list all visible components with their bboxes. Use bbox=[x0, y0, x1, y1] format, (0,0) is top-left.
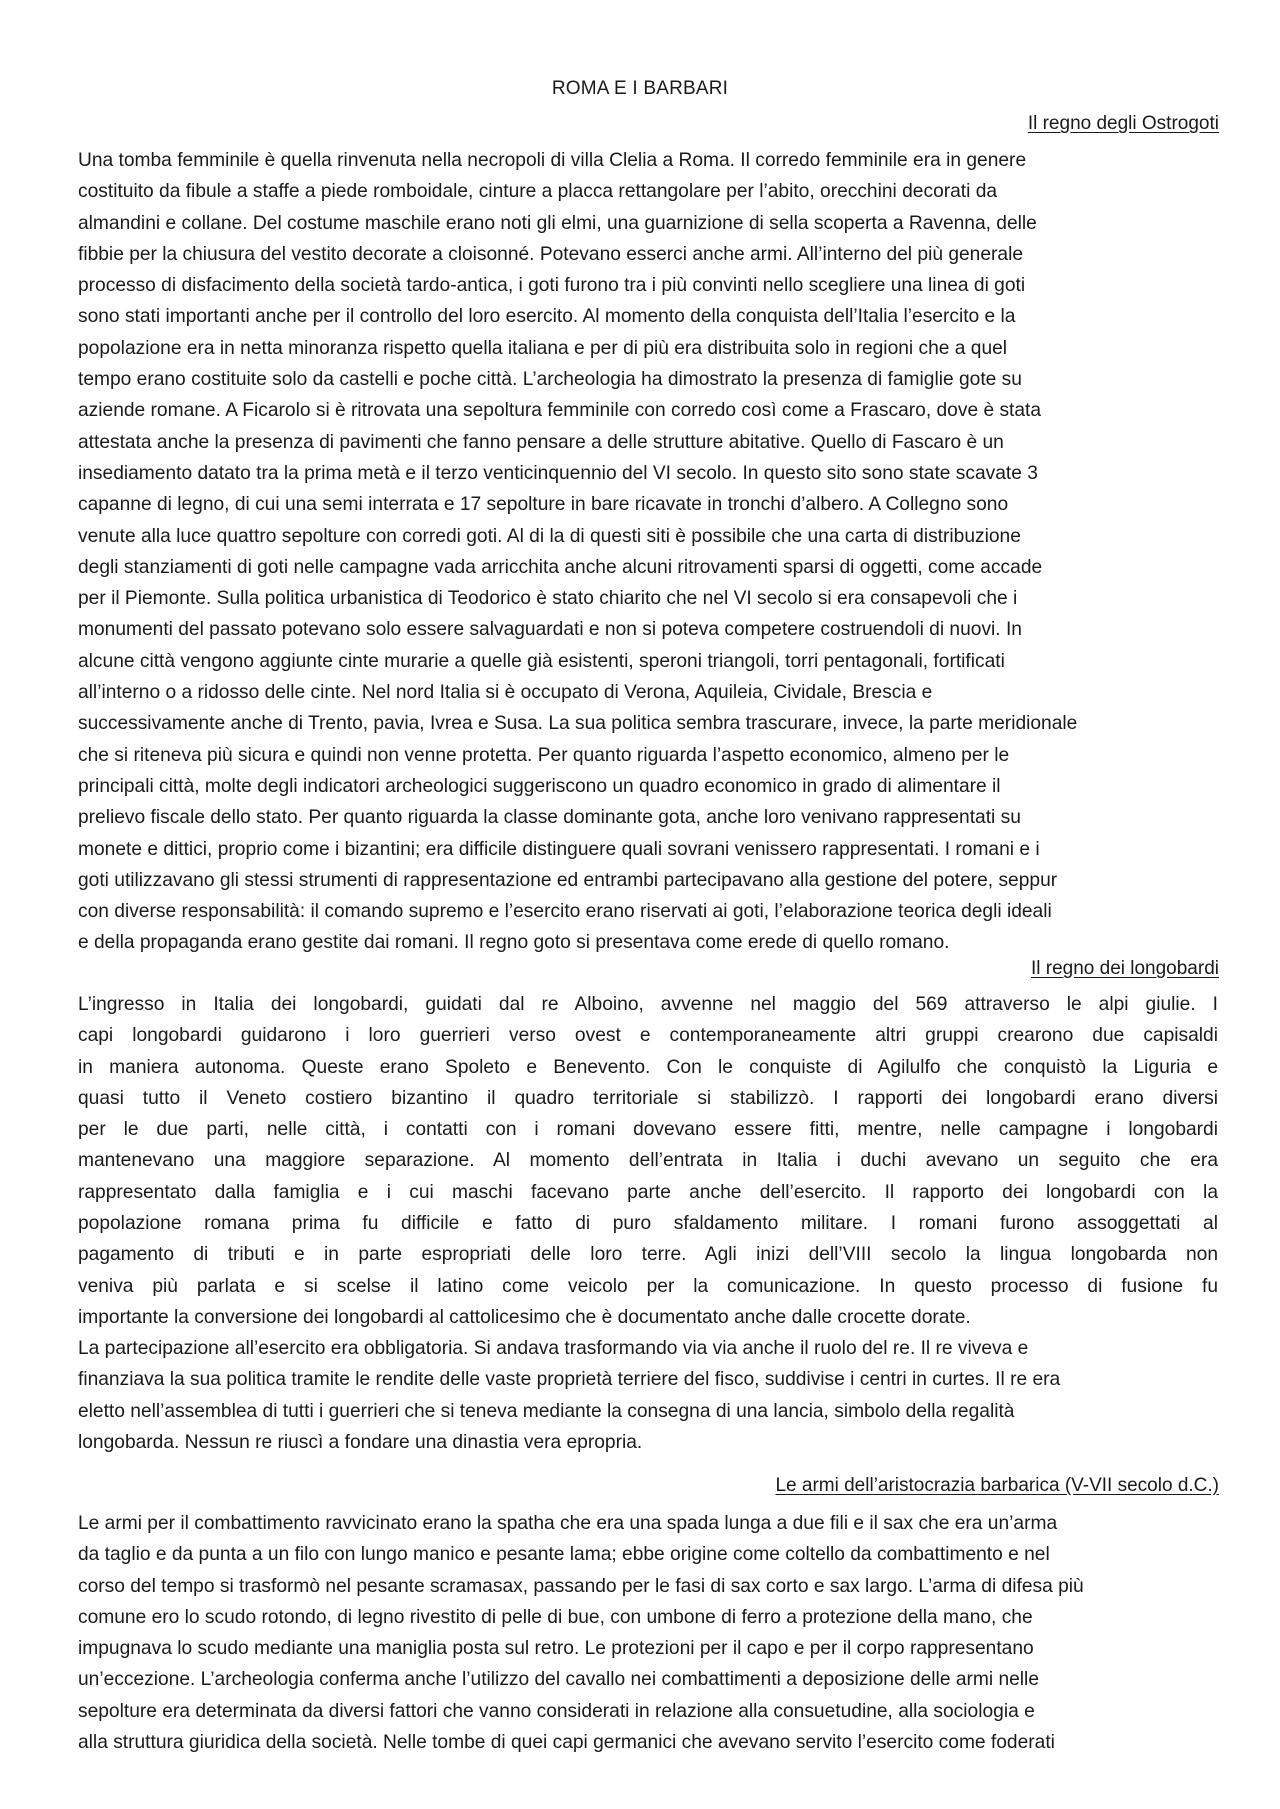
text-line: monumenti del passato potevano solo essere salvaguardati e non si poteva competere costruendoli di nuovi. In bbox=[78, 619, 1022, 641]
text-line: insediamento datato tra la prima metà e il terzo venticinquennio del VI secolo. In questo sito sono state scavate 3 bbox=[78, 462, 1038, 484]
text-line: La partecipazione all’esercito era obbligatoria. Si andava trasformando via via anche il ruolo del re. Il re viveva e bbox=[78, 1338, 1029, 1359]
text-line: Una tomba femminile è quella rinvenuta nella necropoli di villa Clelia a Roma. Il corredo femminile era in genere bbox=[78, 150, 1027, 171]
text-line: pagamento di tributi e in parte espropriati delle loro terre. Agli inizi dell’VIII secolo la lingua longobarda non bbox=[78, 1244, 1218, 1266]
text-line: veniva più parlata e si scelse il latino come veicolo per la comunicazione. In questo processo di fusione fu bbox=[78, 1275, 1218, 1297]
text-line: costituito da fibule a staffe a piede romboidale, cinture a placca rettangolare per l’abito, orecchini decorati da bbox=[78, 181, 998, 203]
section-heading-armi: Le armi dell’aristocrazia barbarica (V-VII secolo d.C.) bbox=[775, 1475, 1219, 1496]
text-line: capi longobardi guidarono i loro guerrieri verso ovest e contemporaneamente altri gruppi crearono due capisaldi bbox=[78, 1025, 1218, 1047]
text-line: importante la conversione dei longobardi al cattolicesimo che è documentato anche dalle crocette dorate. bbox=[78, 1306, 971, 1328]
text-line: finanziava la sua politica tramite le rendite delle vaste proprietà terriere del fisco, suddivise i centri in curtes. Il re era bbox=[78, 1369, 1061, 1391]
section-heading-ostrogoti: Il regno degli Ostrogoti bbox=[1027, 113, 1219, 134]
text-line: longobarda. Nessun re riuscì a fondare una dinastia vera epropria. bbox=[78, 1431, 643, 1453]
text-line: e della propaganda erano gestite dai romani. Il regno goto si presentava come erede di quello romano. bbox=[78, 932, 950, 954]
text-line: degli stanziamenti di goti nelle campagne vada arricchita anche alcuni ritrovamenti sparsi di oggetti, come accade bbox=[78, 556, 1043, 578]
text-line: corso del tempo si trasformò nel pesante scramasax, passando per le fasi di sax corto e sax largo. L’arma di difesa più bbox=[78, 1575, 1084, 1597]
text-line: per il Piemonte. Sulla politica urbanistica di Teodorico è stato chiarito che nel VI secolo si era consapevoli che i bbox=[78, 588, 1018, 610]
text-line: alcune città vengono aggiunte cinte murarie a quelle già esistenti, speroni triangoli, torri pentagonali, fortificati bbox=[78, 650, 1005, 672]
text-line: venute alla luce quattro sepolture con corredi goti. Al di la di questi siti è possibile che una carta di distribuzione bbox=[78, 525, 1021, 547]
text-line: fibbie per la chiusura del vestito decorate a cloisonné. Potevano esserci anche armi. All’interno del più generale bbox=[78, 243, 1024, 265]
text-line: capanne di legno, di cui una semi interrata e 17 sepolture in bare ricavate in tronchi d’albero. A Collegno sono bbox=[78, 494, 1009, 516]
text-line: aziende romane. A Ficarolo si è ritrovata una sepoltura femminile con corredo così come a Frascaro, dove è stata bbox=[78, 400, 1042, 422]
document-title: ROMA E I BARBARI bbox=[551, 78, 729, 99]
text-line: L’ingresso in Italia dei longobardi, guidati dal re Alboino, avvenne nel maggio del 569 attraverso le alpi giulie. I bbox=[78, 994, 1218, 1015]
text-line: monete e dittici, proprio come i bizantini; era difficile distinguere quali sovrani venissero rappresentati. I romani e i bbox=[78, 838, 1040, 860]
paragraph-armi bbox=[78, 1508, 1218, 1758]
text-line: sepolture era determinata da diversi fattori che vanno considerati in relazione alla consuetudine, alla sociologia e bbox=[78, 1700, 1035, 1722]
text-line: quasi tutto il Veneto costiero bizantino il quadro territoriale si stabilizzò. I rapporti dei longobardi erano diversi bbox=[78, 1087, 1218, 1109]
text-line: processo di disfacimento della società tardo-antica, i goti furono tra i più convinti nello scegliere una linea di goti bbox=[78, 275, 1026, 297]
text-line: mantenevano una maggiore separazione. Al momento dell’entrata in Italia i duchi avevano un seguito che era bbox=[78, 1150, 1218, 1172]
text-line: in maniera autonoma. Queste erano Spoleto e Benevento. Con le conquiste di Agilulfo che conquistò la Liguria e bbox=[78, 1056, 1218, 1078]
text-line: almandini e collane. Del costume maschile erano noti gli elmi, una guarnizione di sella scoperta a Ravenna, delle bbox=[78, 212, 1037, 234]
text-line: tempo erano costituite solo da castelli e poche città. L’archeologia ha dimostrato la presenza di famiglie gote su bbox=[78, 369, 1022, 391]
paragraph-ostrogoti bbox=[78, 145, 1218, 959]
text-line: Le armi per il combattimento ravvicinato erano la spatha che era una spada lunga a due fili e il sax che era un’arma bbox=[78, 1513, 1058, 1534]
text-line: eletto nell’assemblea di tutti i guerrieri che si teneva mediante la consegna di una lancia, simbolo della regalità bbox=[78, 1400, 1015, 1422]
text-line: alla struttura giuridica della società. Nelle tombe di quei capi germanici che avevano servito l’esercito come foderati bbox=[78, 1732, 1055, 1754]
text-line: successivamente anche di Trento, pavia, Ivrea e Susa. La sua politica sembra trascurare, invece, la parte meridionale bbox=[78, 713, 1078, 735]
text-line: prelievo fiscale dello stato. Per quanto riguarda la classe dominante gota, anche loro venivano rappresentati su bbox=[78, 807, 1021, 829]
text-line: sono stati importanti anche per il controllo del loro esercito. Al momento della conquista dell’Italia l’esercito e la bbox=[78, 306, 1016, 328]
text-line: comune ero lo scudo rotondo, di legno rivestito di pelle di bue, con umbone di ferro a protezione della mano, che bbox=[78, 1606, 1033, 1628]
text-line: attestata anche la presenza di pavimenti che fanno pensare a delle strutture abitative. Quello di Fascaro è un bbox=[78, 431, 1004, 453]
text-line: impugnava lo scudo mediante una maniglia posta sul retro. Le protezioni per il capo e per il corpo rappresentano bbox=[78, 1638, 1034, 1660]
paragraph-longobardi-2 bbox=[78, 1333, 1218, 1458]
text-line: rappresentato dalla famiglia e i cui maschi facevano parte anche dell’esercito. Il rapporto dei longobardi con la bbox=[78, 1181, 1218, 1203]
text-line: un’eccezione. L’archeologia conferma anche l’utilizzo del cavallo nei combattimenti a deposizione delle armi nelle bbox=[78, 1669, 1039, 1691]
text-line: popolazione era in netta minoranza rispetto quella italiana e per di più era distribuita solo in regioni che a quel bbox=[78, 337, 1008, 359]
text-line: all’interno o a ridosso delle cinte. Nel nord Italia si è occupato di Verona, Aquileia, Cividale, Brescia e bbox=[78, 682, 933, 704]
text-line: che si riteneva più sicura e quindi non venne protetta. Per quanto riguarda l’aspetto economico, almeno per le bbox=[78, 744, 1010, 766]
text-line: con diverse responsabilità: il comando supremo e l’esercito erano riservati ai goti, l’elaborazione teorica degli ideali bbox=[78, 901, 1052, 923]
text-line: popolazione romana prima fu difficile e fatto di puro sfaldamento militare. I romani furono assoggettati al bbox=[78, 1213, 1218, 1235]
paragraph-longobardi-1 bbox=[78, 989, 1218, 1333]
text-line: goti utilizzavano gli stessi strumenti di rappresentazione ed entrambi partecipavano alla gestione del potere, seppur bbox=[78, 869, 1058, 891]
text-line: principali città, molte degli indicatori archeologici suggeriscono un quadro economico in grado di alimentare il bbox=[78, 775, 1001, 797]
text-line: da taglio e da punta a un filo con lungo manico e pesante lama; ebbe origine come coltello da combattimento e nel bbox=[78, 1544, 1050, 1566]
section-heading-longobardi: Il regno dei longobardi bbox=[1030, 958, 1219, 979]
text-line: per le due parti, nelle città, i contatti con i romani dovevano essere fitti, mentre, nelle campagne i longobardi bbox=[78, 1119, 1218, 1141]
